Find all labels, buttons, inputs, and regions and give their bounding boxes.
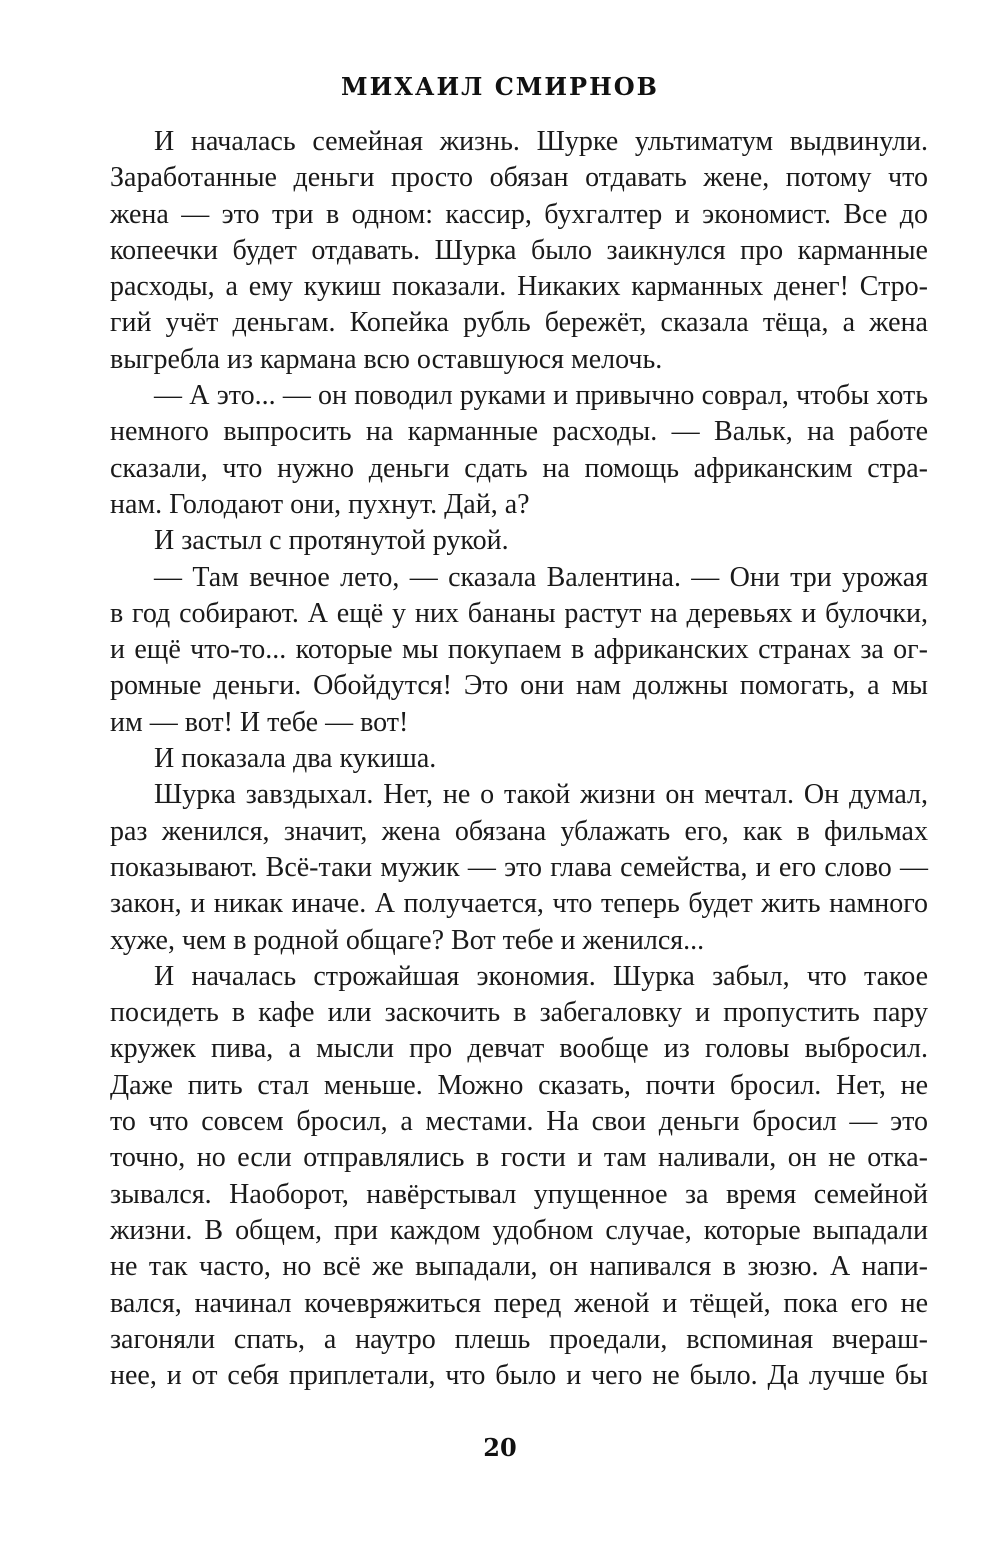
text-line: загоняли спать, а наутро плешь проедали, вспоминая вчераш- — [110, 1323, 928, 1355]
running-head-author: МИХАИЛ СМИРНОВ — [341, 72, 659, 101]
text-line: И застыл с протянутой рукой. — [154, 525, 509, 557]
body-text — [110, 124, 928, 1394]
text-line: зывался. Наоборот, навёрстывал упущенное за время семейной — [110, 1178, 928, 1210]
text-line: И началась семейная жизнь. Шурке ультиматум выдвинули. — [154, 126, 928, 157]
text-line: им — вот! И тебе — вот! — [110, 706, 409, 738]
text-line: жизни. В общем, при каждом удобном случае, которые выпадали — [110, 1214, 928, 1246]
text-line: раз женился, значит, жена обязана ублажать его, как в фильмах — [110, 815, 928, 847]
text-line: копеечки будет отдавать. Шурка было заикнулся про карманные — [110, 234, 928, 266]
text-line: вался, начинал кочевряжиться перед женой и тёщей, пока его не — [110, 1287, 928, 1319]
text-line: и ещё что-то... которые мы покупаем в африканских странах за ог- — [110, 634, 928, 666]
text-line: посидеть в кафе или заскочить в забегаловку и пропустить пару — [110, 997, 928, 1029]
text-line: Заработанные деньги просто обязан отдавать жене, потому что — [110, 162, 928, 194]
text-line: показывают. Всё-таки мужик — это глава семейства, и его слово — — [110, 851, 928, 883]
text-line: Даже пить стал меньше. Можно сказать, почти бросил. Нет, не — [110, 1069, 928, 1101]
text-line: гий учёт деньгам. Копейка рубль бережёт, сказала тёща, а жена — [110, 307, 928, 339]
text-line: Шурка завздыхал. Нет, не о такой жизни он мечтал. Он думал, — [154, 779, 928, 811]
text-line: то что совсем бросил, а местами. На свои деньги бросил — это — [110, 1106, 928, 1138]
text-line: выгребла из кармана всю оставшуюся мелочь. — [110, 343, 663, 375]
text-line: в год собирают. А ещё у них бананы растут на деревьях и булочки, — [110, 597, 928, 629]
text-line: И началась строжайшая экономия. Шурка забыл, что такое — [154, 960, 928, 992]
text-line: нее, и от себя приплетали, что было и чего не было. Да лучше бы — [110, 1360, 928, 1392]
page-number: 20 — [483, 1433, 517, 1462]
text-line: расходы, а ему кукиш показали. Никаких карманных денег! Стро- — [110, 271, 928, 303]
text-line: И показала два кукиша. — [154, 743, 437, 775]
text-line: — А это... — он поводил руками и привычно соврал, чтобы хоть — [154, 380, 928, 412]
text-line: нам. Голодают они, пухнут. Дай, а? — [110, 488, 530, 520]
text-line: жена — это три в одном: кассир, бухгалтер и экономист. Все до — [110, 198, 928, 230]
text-line: хуже, чем в родной общаге? Вот тебе и женился... — [110, 924, 705, 956]
text-line: точно, но если отправлялись в гости и там наливали, он не отка- — [110, 1142, 928, 1174]
text-line: не так часто, но всё же выпадали, он напивался в зюзю. А напи- — [110, 1251, 928, 1283]
text-line: ромные деньги. Обойдутся! Это они нам должны помогать, а мы — [110, 670, 928, 702]
text-line: закон, и никак иначе. А получается, что теперь будет жить намного — [110, 888, 928, 920]
text-line: кружек пива, а мысли про девчат вообще из головы выбросил. — [110, 1033, 928, 1065]
text-line: немного выпросить на карманные расходы. — Вальк, на работе — [110, 416, 928, 448]
text-line: — Там вечное лето, — сказала Валентина. — Они три урожая — [154, 561, 928, 593]
text-line: сказали, что нужно деньги сдать на помощь африканским стра- — [110, 452, 928, 484]
